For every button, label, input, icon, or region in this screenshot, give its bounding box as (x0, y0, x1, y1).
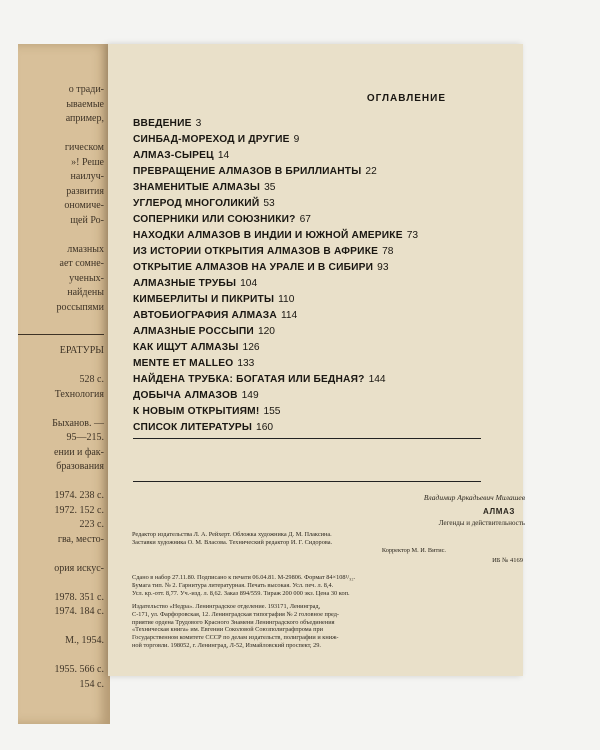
left-page-line: Быханов. — (52, 417, 104, 429)
toc-item-page: 53 (263, 198, 275, 209)
toc-item-title: СОПЕРНИКИ ИЛИ СОЮЗНИКИ? (133, 214, 296, 225)
publisher-line: «Техническая книга» им. Евгении Соколовой Союзполиграфпрома при (132, 626, 324, 634)
publisher-line: приятие ордена Трудового Красного Знамени Ленинградского объединения (132, 618, 335, 626)
left-page-line: развития (66, 185, 104, 197)
publisher-line: С-171, ул. Фарфоровская, 12. Ленинградская типография № 2 головное пред- (132, 610, 340, 618)
left-page-line: ЕРАТУРЫ (59, 345, 104, 356)
publisher-line: ной торговли. 198052, г. Ленинград, Л-52, Измайловский проспект, 29. (132, 641, 321, 649)
isbn-number: ИБ № 4169 (492, 557, 523, 564)
toc-item-title: КИМБЕРЛИТЫ И ПИКРИТЫ (133, 294, 275, 305)
toc-item (133, 308, 493, 324)
toc-item-page: 149 (241, 390, 259, 401)
left-page-line (18, 577, 110, 589)
toc-item-page: 144 (368, 374, 386, 385)
toc-item-title: ДОБЫЧА АЛМАЗОВ (133, 390, 238, 401)
print-details-line: Сдано в набор 27.11.80. Подписано к печати 06.04.81. М-29806. Формат 84×108¹/₃₂. (132, 574, 356, 581)
toc-item-title: УГЛЕРОД МНОГОЛИКИЙ (133, 198, 260, 209)
left-page-line: М., 1954. (65, 635, 104, 646)
toc-item-page: 104 (240, 278, 258, 289)
toc-item-title: ИЗ ИСТОРИИ ОТКРЫТИЯ АЛМАЗОВ В АФРИКЕ (133, 246, 379, 257)
left-page-line (18, 316, 110, 328)
author-name: Владимир Аркадьевич Милашев (423, 493, 525, 502)
toc-item-title: АВТОБИОГРАФИЯ АЛМАЗА (133, 310, 277, 321)
toc-item (133, 132, 493, 148)
toc-divider (133, 438, 481, 439)
toc-item-title: СПИСОК ЛИТЕРАТУРЫ (133, 422, 253, 433)
toc-item-page: 126 (242, 342, 260, 353)
editors-block (132, 531, 452, 554)
toc-item-title: СИНБАД-МОРЕХОД И ДРУГИЕ (133, 134, 290, 145)
left-page-line (18, 331, 110, 343)
left-page-line: 1974. 238 с. (54, 490, 104, 501)
left-page-line: 528 с. (79, 374, 104, 385)
left-page-line (18, 650, 110, 662)
toc-item-title: К НОВЫМ ОТКРЫТИЯМ! (133, 406, 260, 417)
toc-item-title: КАК ИЩУТ АЛМАЗЫ (133, 342, 239, 353)
toc-item-page: 67 (299, 214, 311, 225)
toc-list (133, 116, 493, 436)
toc-item (133, 212, 493, 228)
toc-item-title: АЛМАЗНЫЕ РОССЫПИ (133, 326, 254, 337)
print-details-line: Усл. кр.-отт. 8,77. Уч.-изд. л. 8,62. Заказ 894/559. Тираж 200 000 экз. Цена 30 коп. (132, 589, 350, 597)
print-details-block (132, 574, 452, 597)
left-page-line (18, 476, 110, 488)
toc-item (133, 404, 493, 420)
toc-item-page: 9 (293, 134, 300, 145)
toc-item-page: 160 (256, 422, 274, 433)
toc-item-title: НАЙДЕНА ТРУБКА: БОГАТАЯ ИЛИ БЕДНАЯ? (133, 374, 365, 385)
toc-item-page: 110 (278, 294, 295, 305)
print-details-line: Бумага тип. № 2. Гарнитура литературная. Печать высокая. Усл. печ. л. 8,4. (132, 581, 334, 589)
colophon-divider (133, 481, 481, 482)
left-page-line: гическом (64, 142, 104, 153)
toc-item-title: ПРЕВРАЩЕНИЕ АЛМАЗОВ В БРИЛЛИАНТЫ (133, 166, 362, 177)
left-page-line (18, 128, 110, 140)
toc-item (133, 356, 493, 372)
left-page-line: ученых- (69, 272, 104, 284)
toc-heading: ОГЛАВЛЕНИЕ (366, 93, 446, 104)
left-page-line: наилуч- (70, 171, 104, 182)
left-page-rule (18, 334, 104, 335)
left-page-line: ении и фак- (54, 446, 104, 458)
left-page-line: щей Ро- (70, 214, 104, 226)
left-page-line: 1955. 566 с. (54, 664, 104, 675)
left-page-line (18, 621, 110, 633)
left-page-line: 95—215. (66, 432, 104, 443)
toc-item-title: АЛМАЗ-СЫРЕЦ (133, 150, 214, 161)
left-page-line: Технология (54, 388, 104, 400)
toc-item (133, 292, 493, 308)
book-title: АЛМАЗ (483, 507, 515, 516)
publisher-line: Издательство «Недра». Ленинградское отделение. 193171, Ленинград, (132, 603, 321, 610)
toc-item-page: 14 (217, 150, 230, 161)
toc-item (133, 228, 493, 244)
left-page-line: апример, (65, 113, 104, 124)
toc-item (133, 324, 493, 340)
left-page-line: ываемые (66, 98, 104, 110)
toc-item-page: 3 (195, 118, 202, 129)
toc-item-page: 133 (237, 358, 255, 369)
toc-item-title: ОТКРЫТИЕ АЛМАЗОВ НА УРАЛЕ И В СИБИРИ (133, 262, 374, 273)
left-page-line: 1972. 152 с. (54, 504, 104, 516)
editors-line: Заставки художника О. М. Власова. Технический редактор И. Г. Сидорова. (132, 538, 333, 546)
toc-item (133, 420, 493, 436)
toc-item-page: 22 (365, 166, 377, 177)
left-page-line: ория искус- (54, 562, 104, 574)
editors-line: Редактор издательства Л. А. Рейхерт. Обложка художника Д. М. Плаксина. (132, 531, 332, 538)
left-page-line: 223 с. (79, 519, 104, 530)
left-page-line (18, 403, 110, 415)
toc-item-title: ЗНАМЕНИТЫЕ АЛМАЗЫ (133, 182, 261, 193)
toc-item (133, 244, 493, 260)
toc-item (133, 388, 493, 404)
left-page-line: 154 с. (79, 678, 104, 690)
left-page-line: о тради- (68, 84, 104, 95)
toc-item-title: ВВЕДЕНИЕ (133, 118, 192, 129)
left-page-line (18, 360, 110, 372)
toc-item-title: НАХОДКИ АЛМАЗОВ В ИНДИИ И ЮЖНОЙ АМЕРИКЕ (133, 230, 403, 241)
toc-item-title: АЛМАЗНЫЕ ТРУБЫ (133, 278, 237, 289)
left-page-line: ономиче- (64, 200, 104, 211)
toc-item (133, 372, 493, 388)
left-page-line (18, 548, 110, 560)
publisher-block (132, 603, 452, 650)
book-subtitle: Легенды и действительность (438, 519, 525, 527)
toc-item-page: 120 (257, 326, 275, 337)
left-page-line: найдены (67, 287, 104, 298)
toc-item (133, 116, 493, 132)
toc-item-page: 155 (263, 406, 281, 417)
left-page-line: бразования (56, 461, 104, 472)
toc-item-page: 114 (280, 310, 298, 321)
toc-item (133, 180, 493, 196)
toc-item-page: 93 (377, 262, 389, 273)
left-page (18, 44, 110, 724)
toc-item (133, 260, 493, 276)
toc-item (133, 164, 493, 180)
left-page-line (18, 229, 110, 241)
toc-item-page: 35 (264, 182, 276, 193)
publisher-line: Государственном комитете СССР по делам издательств, полиграфии и книж- (132, 634, 339, 642)
toc-item-page: 73 (406, 230, 419, 241)
left-page-line: »! Реше (71, 156, 104, 168)
toc-item (133, 276, 493, 292)
left-page-line: гва, место- (57, 533, 104, 545)
toc-item (133, 148, 493, 164)
toc-item-page: 78 (382, 246, 394, 257)
toc-item (133, 196, 493, 212)
left-page-line: 1978. 351 с. (54, 591, 104, 603)
left-page-line: лмазных (67, 243, 104, 255)
left-page-line: ает сомне- (59, 258, 104, 269)
left-page-line: россыпями (56, 301, 104, 313)
left-page-line: 1974. 184 с. (54, 606, 104, 617)
editors-line: Корректор М. И. Витис. (381, 546, 446, 554)
toc-item (133, 340, 493, 356)
toc-item-title: MENTE ET MALLEO (133, 358, 234, 369)
